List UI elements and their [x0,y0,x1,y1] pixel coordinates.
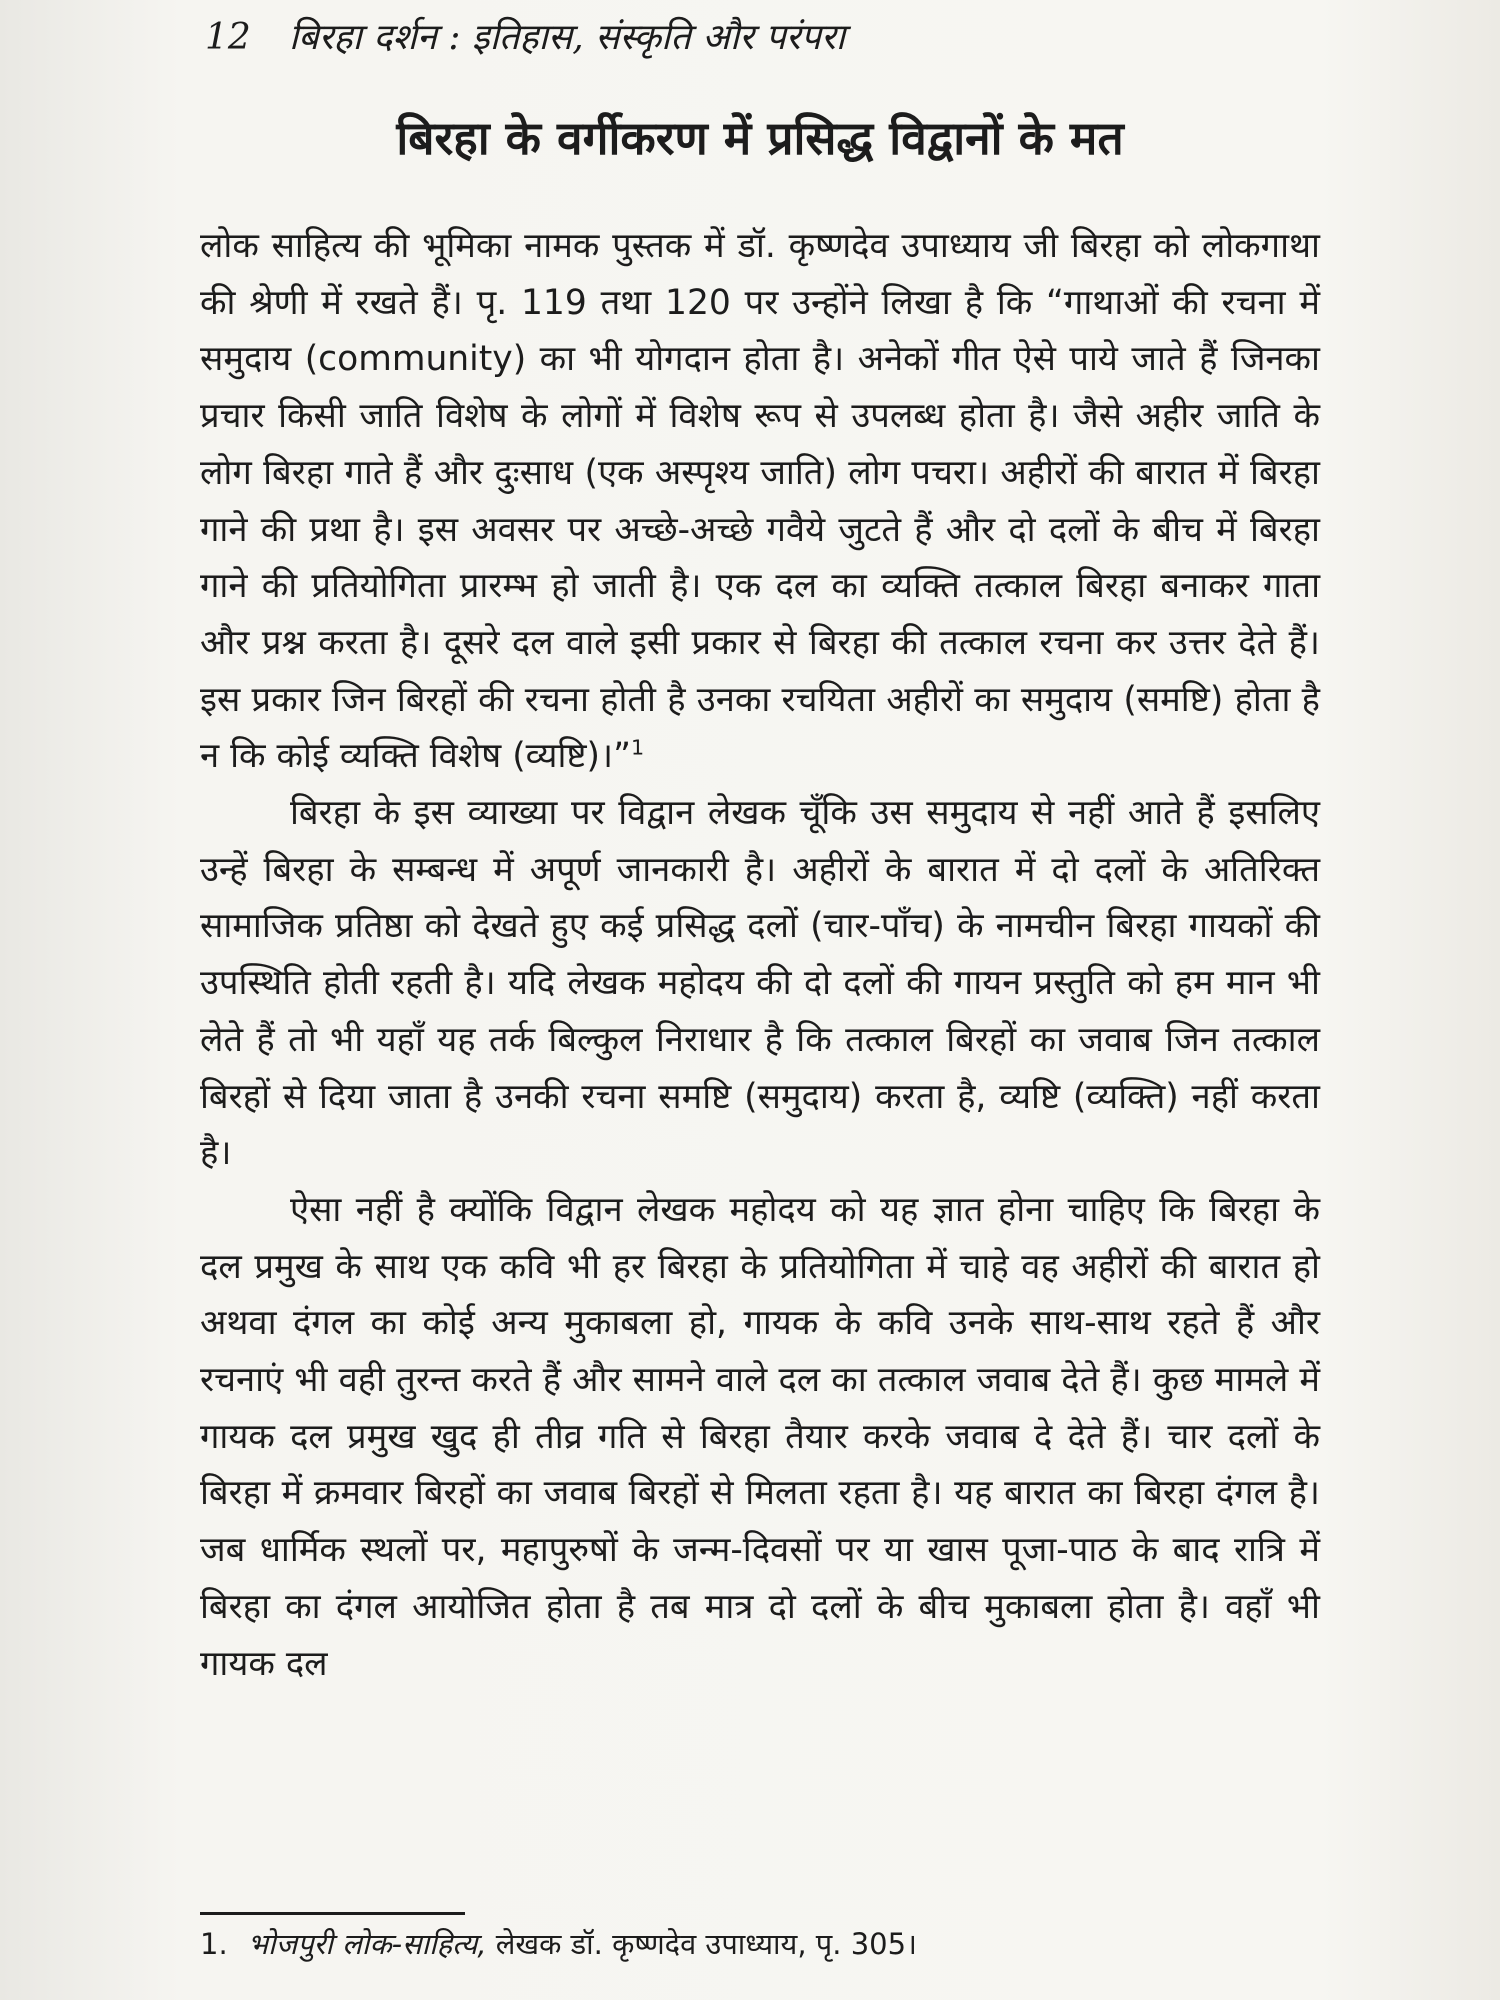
paragraph-text: ऐसा नहीं है क्योंकि विद्वान लेखक महोदय को यह ज्ञात होना चाहिए कि बिरहा के दल प्रमुख के साथ एक कवि भी हर बिरहा के प्रतियोगिता में चाहे वह अहीरों की बारात हो अथवा दंगल का कोई अन्य मुकाबला हो, गायक के कवि उनके साथ-साथ रहते हैं और रचनाएं भी वही तुरन्त करते हैं और सामने वाले दल का तत्काल जवाब देते हैं। कुछ मामले में गायक दल प्रमुख खुद ही तीव्र गति से बिरहा तैयार करके जवाब दे देते हैं। चार दलों के बिरहा में क्रमवार बिरहों का जवाब बिरहों से मिलता रहता है। यह बारात का बिरहा दंगल है। जब धार्मिक स्थलों पर, महापुरुषों के जन्म-दिवसों पर या खास पूजा-पाठ के बाद रात्रि में बिरहा का दंगल आयोजित होता है तब मात्र दो दलों के बीच मुकाबला होता है। वहाँ भी गायक दल [200,1189,1320,1684]
body-text [200,218,1320,1692]
paragraph-1 [200,218,1320,785]
running-head [205,16,1325,60]
footnote-ref: 1 [630,735,645,760]
footnote-source-title: भोजपुरी लोक-साहित्य, [247,1927,487,1961]
footnote-marker: 1. [200,1927,228,1961]
section-heading: बिरहा के वर्गीकरण में प्रसिद्ध विद्वानों के मत [396,111,1124,165]
paragraph-text: लोक साहित्य की भूमिका नामक पुस्तक में डॉ. कृष्णदेव उपाध्याय जी बिरहा को लोकगाथा की श्रेणी में रखते हैं। पृ. 119 तथा 120 पर उन्होंने लिखा है कि “गाथाओं की रचना में समुदाय (community) का भी योगदान होता है। अनेकों गीत ऐसे पाये जाते हैं जिनका प्रचार किसी जाति विशेष के लोगों में विशेष रूप से उपलब्ध होता है। जैसे अहीर जाति के लोग बिरहा गाते हैं और दुःसाध (एक अस्पृश्य जाति) लोग पचरा। अहीरों की बारात में बिरहा गाने की प्रथा है। इस अवसर पर अच्छे-अच्छे गवैये जुटते हैं और दो दलों के बीच में बिरहा गाने की प्रतियोगिता प्रारम्भ हो जाती है। एक दल का व्यक्ति तत्काल बिरहा बनाकर गाता और प्रश्न करता है। दूसरे दल वाले इसी प्रकार से बिरहा की तत्काल रचना कर उत्तर देते हैं। इस प्रकार जिन बिरहों की रचना होती है उनका रचयिता अहीरों का समुदाय (समष्टि) होता है न कि कोई व्यक्ति विशेष (व्यष्टि)।” [200,226,1320,777]
page-number: 12 [205,17,251,58]
footnote [200,1922,1320,1966]
paragraph-2 [200,785,1320,1182]
paragraph-text: बिरहा के इस व्याख्या पर विद्वान लेखक चूँकि उस समुदाय से नहीं आते हैं इसलिए उन्हें बिरहा के सम्बन्ध में अपूर्ण जानकारी है। अहीरों के बारात में दो दलों के अतिरिक्त सामाजिक प्रतिष्ठा को देखते हुए कई प्रसिद्ध दलों (चार-पाँच) के नामचीन बिरहा गायकों की उपस्थिति होती रहती है। यदि लेखक महोदय की दो दलों की गायन प्रस्तुति को हम मान भी लेते हैं तो भी यहाँ यह तर्क बिल्कुल निराधार है कि तत्काल बिरहों का जवाब जिन तत्काल बिरहों से दिया जाता है उनकी रचना समष्टि (समुदाय) करता है, व्यष्टि (व्यक्ति) नहीं करता है। [200,793,1320,1174]
book-title: बिरहा दर्शन : इतिहास, संस्कृति और परंपरा [288,17,846,58]
footnote-source-details: लेखक डॉ. कृष्णदेव उपाध्याय, पृ. 305। [495,1927,918,1961]
paragraph-3 [200,1182,1320,1692]
footnote-divider [200,1912,465,1915]
